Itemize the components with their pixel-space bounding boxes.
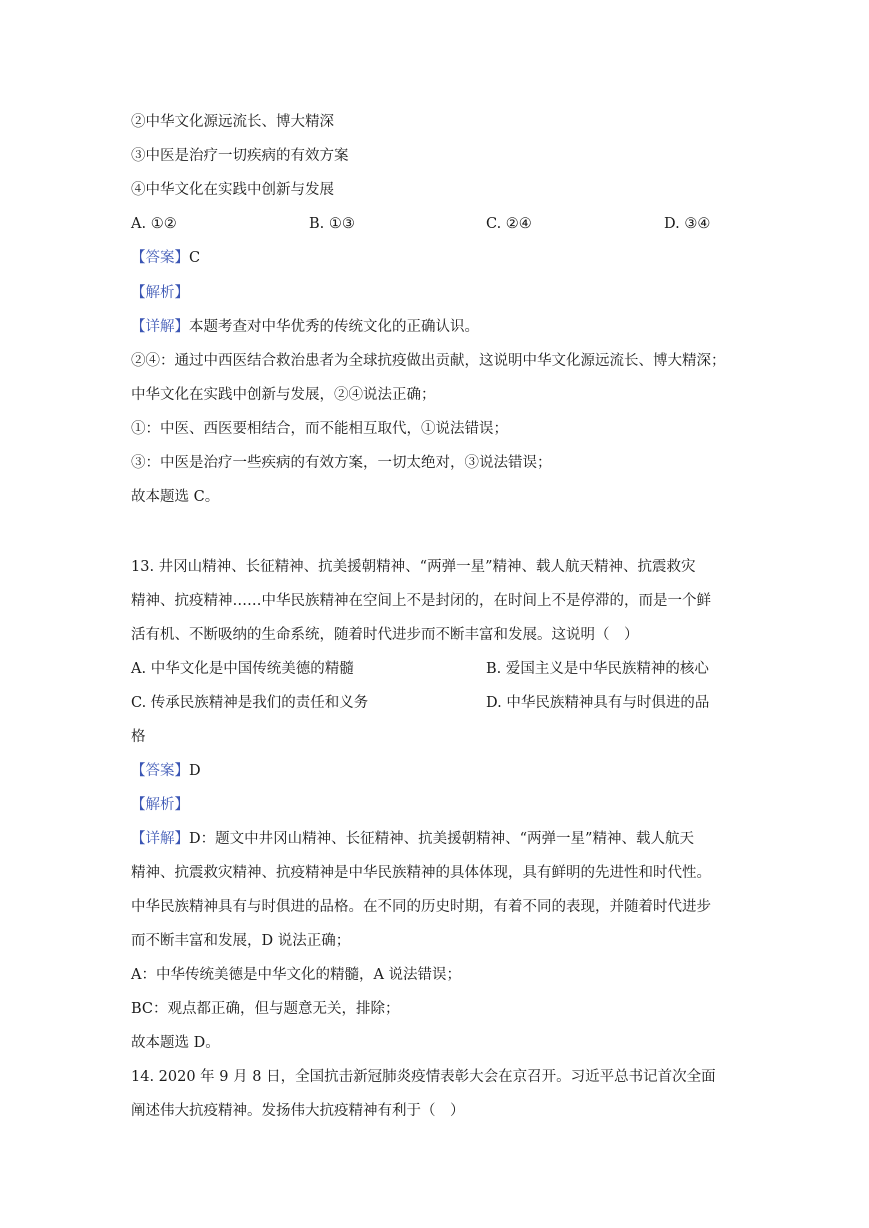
q12-item-2: ②中华文化源远流长、博大精深 — [131, 114, 334, 130]
q13-stem-line-3: 活有机、不断吸纳的生命系统，随着时代进步而不断丰富和发展。这说明（ ） — [131, 627, 639, 643]
answer-value: C — [189, 250, 201, 266]
detail-text: 本题考查对中华优秀的传统文化的正确认识。 — [189, 319, 479, 335]
q13-answer-line — [131, 761, 201, 781]
q14-stem-line-2: 阐述伟大抗疫精神。发扬伟大抗疫精神有利于（ ） — [131, 1103, 465, 1119]
q12-detail-line-1 — [131, 317, 479, 337]
q14-stem-line-1: 14. 2020 年 9 月 8 日，全国抗击新冠肺炎疫情表彰大会在京召开。习近平总书记首次全面 — [131, 1069, 716, 1085]
q12-option-d: D. ③④ — [664, 216, 711, 232]
q13-detail-line-1 — [131, 829, 694, 849]
q12-answer-line — [131, 248, 200, 268]
q13-detail-line-4: 而不断丰富和发展，D 说法正确； — [131, 933, 351, 949]
q13-option-c: C. 传承民族精神是我们的责任和义务 — [131, 695, 369, 711]
q13-option-d-continuation: 格 — [131, 729, 146, 745]
q13-option-b: B. 爱国主义是中华民族精神的核心 — [486, 661, 709, 677]
q13-detail-line-6: BC：观点都正确，但与题意无关，排除； — [131, 1001, 400, 1017]
q13-stem-line-1: 13. 井冈山精神、长征精神、抗美援朝精神、“两弹一星”精神、载人航天精神、抗震救灾 — [131, 559, 696, 575]
q12-detail-line-3: 中华文化在实践中创新与发展，②④说法正确； — [131, 387, 436, 403]
q13-analysis-line — [131, 795, 189, 815]
answer-tag: 【答案】 — [131, 763, 189, 779]
detail-tag: 【详解】 — [131, 319, 189, 335]
q13-detail-line-2: 精神、抗震救灾精神、抗疫精神是中华民族精神的具体体现，具有鲜明的先进性和时代性。 — [131, 865, 711, 881]
detail-tag: 【详解】 — [131, 831, 189, 847]
q13-option-a: A. 中华文化是中国传统美德的精髓 — [131, 661, 354, 677]
q12-detail-line-2: ②④：通过中西医结合救治患者为全球抗疫做出贡献，这说明中华文化源远流长、博大精深； — [131, 353, 726, 369]
q12-option-b: B. ①③ — [309, 216, 355, 232]
q12-detail-line-4: ①：中医、西医要相结合，而不能相互取代，①说法错误； — [131, 421, 508, 437]
q12-item-3: ③中医是治疗一切疾病的有效方案 — [131, 148, 349, 164]
q12-option-a: A. ①② — [131, 216, 177, 232]
answer-value: D — [189, 763, 201, 779]
q13-detail-line-7: 故本题选 D。 — [131, 1035, 220, 1051]
detail-text: D：题文中井冈山精神、长征精神、抗美援朝精神、“两弹一星”精神、载人航天 — [189, 831, 694, 847]
q13-detail-line-3: 中华民族精神具有与时俱进的品格。在不同的历史时期，有着不同的表现，并随着时代进步 — [131, 899, 711, 915]
q12-analysis-line — [131, 283, 189, 303]
q12-detail-line-5: ③：中医是治疗一些疾病的有效方案，一切太绝对，③说法错误； — [131, 455, 552, 471]
q13-stem-line-2: 精神、抗疫精神……中华民族精神在空间上不是封闭的，在时间上不是停滞的，而是一个鲜 — [131, 593, 711, 609]
analysis-tag: 【解析】 — [131, 285, 189, 301]
analysis-tag: 【解析】 — [131, 797, 189, 813]
q13-option-d: D. 中华民族精神具有与时俱进的品 — [486, 695, 710, 711]
q13-detail-line-5: A：中华传统美德是中华文化的精髓，A 说法错误； — [131, 967, 462, 983]
q12-option-c: C. ②④ — [486, 216, 532, 232]
q12-detail-line-6: 故本题选 C。 — [131, 489, 220, 505]
answer-tag: 【答案】 — [131, 250, 189, 266]
q12-item-4: ④中华文化在实践中创新与发展 — [131, 182, 334, 198]
